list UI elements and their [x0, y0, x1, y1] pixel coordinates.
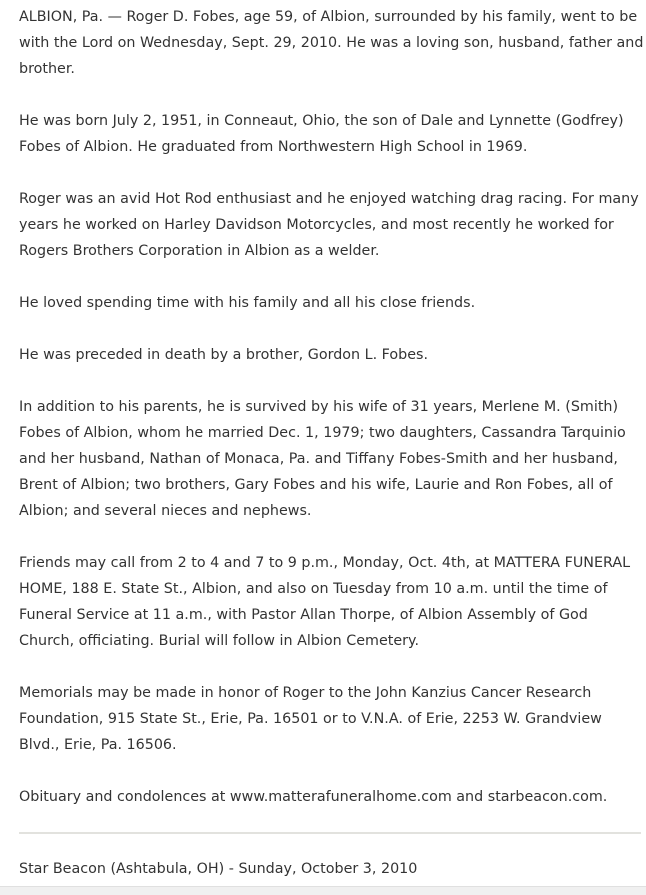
obituary-paragraph-condolences: Obituary and condolences at www.matterafuneralhome.com and starbeacon.com.	[19, 789, 608, 805]
obituary-paragraph-intro: ALBION, Pa. — Roger D. Fobes, age 59, of Albion, surrounded by his family, went to be with the Lord on Wednesday, Sept. 29, 2010. He was a loving son, husband, father and brother.	[19, 9, 644, 77]
divider	[19, 832, 641, 834]
obituary-paragraph-preceded: He was preceded in death by a brother, Gordon L. Fobes.	[19, 347, 429, 363]
obituary-paragraph-survivors: In addition to his parents, he is survived by his wife of 31 years, Merlene M. (Smith) Fobes of Albion, whom he married Dec. 1, 1979; two daughters, Cassandra Tarquinio and her husband, Nathan of Monaca, Pa. and Tiffany Fobes-Smith and her husband, Brent of Albion; two brothers, Gary Fobes and his wife, Laurie and Ron Fobes, all of Albion; and several nieces and nephews.	[19, 399, 626, 519]
obituary-paragraph-family-time: He loved spending time with his family and all his close friends.	[19, 295, 476, 311]
obituary-paragraph-birth: He was born July 2, 1951, in Conneaut, Ohio, the son of Dale and Lynnette (Godfrey) Fobes of Albion. He graduated from Northwestern High School in 1969.	[19, 113, 624, 155]
obituary-paragraph-career: Roger was an avid Hot Rod enthusiast and he enjoyed watching drag racing. For many years he worked on Harley Davidson Motorcycles, and most recently he worked for Rogers Brothers Corporation in Albion as a welder.	[19, 191, 639, 259]
obituary-paragraph-services: Friends may call from 2 to 4 and 7 to 9 p.m., Monday, Oct. 4th, at MATTERA FUNERAL HOME, 188 E. State St., Albion, and also on Tuesday from 10 a.m. until the time of Funeral Service at 11 a.m., with Pastor Allan Thorpe, of Albion Assembly of God Church, officiating. Burial will follow in Albion Cemetery.	[19, 555, 631, 649]
source-citation: Star Beacon (Ashtabula, OH) - Sunday, October 3, 2010	[19, 861, 418, 877]
obituary-paragraph-memorials: Memorials may be made in honor of Roger to the John Kanzius Cancer Research Foundation, 915 State St., Erie, Pa. 16501 or to V.N.A. of Erie, 2253 W. Grandview Blvd., Erie, Pa. 16506.	[19, 685, 602, 753]
obituary-body	[19, 4, 644, 836]
